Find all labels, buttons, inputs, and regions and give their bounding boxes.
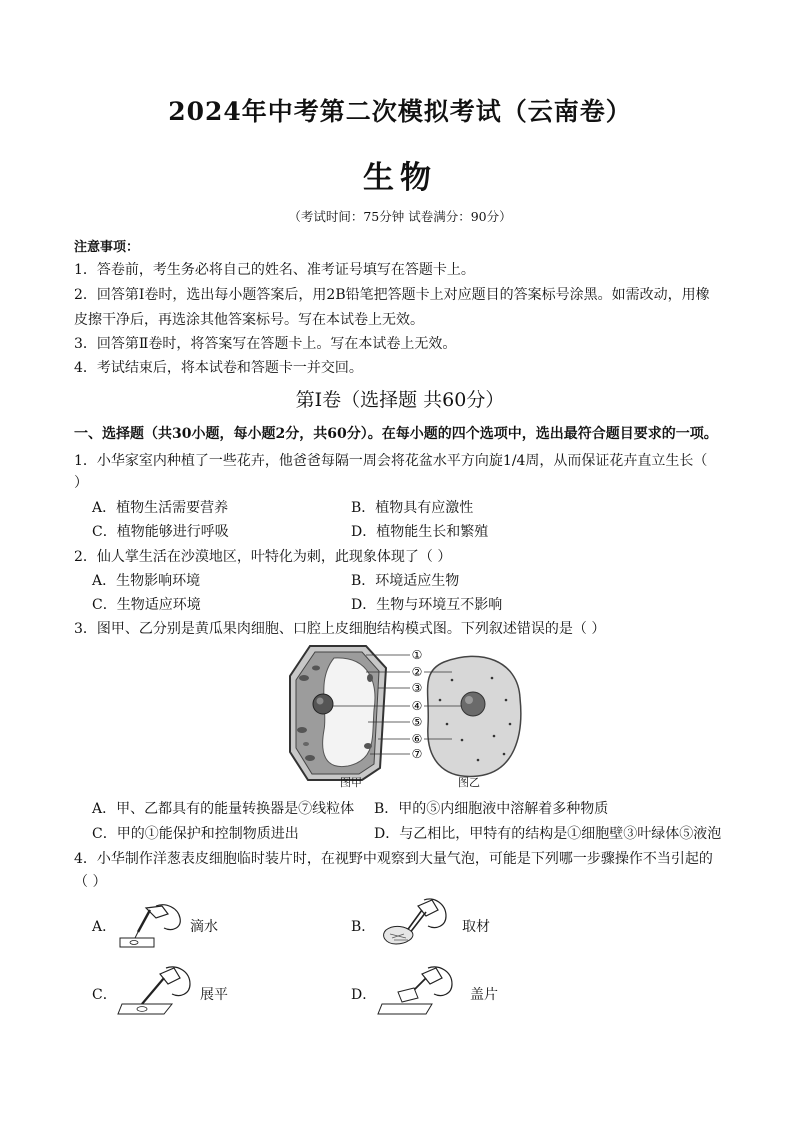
option-c-label[interactable]: 展平 xyxy=(200,987,228,1003)
note-item: 皮擦干净后，再选涂其他答案标号。写在本试卷上无效。 xyxy=(74,312,424,328)
cell-structure-figure xyxy=(282,640,532,788)
option-a-letter[interactable]: A． xyxy=(92,919,117,935)
label-5: ⑤ xyxy=(411,715,423,729)
section-title: 第Ⅰ卷（选择题 共60分） xyxy=(295,389,505,411)
figure-caption-jia: 图甲 xyxy=(340,776,362,789)
option-c[interactable]: C．生物适应环境 xyxy=(92,597,201,613)
option-a[interactable]: A．生物影响环境 xyxy=(92,573,201,589)
option-a[interactable]: A．植物生活需要营养 xyxy=(92,500,229,516)
option-c[interactable]: C．植物能够进行呼吸 xyxy=(92,524,229,540)
plant-cell-diagram xyxy=(290,646,386,780)
option-d-letter[interactable]: D． xyxy=(351,987,377,1003)
question-stem-cont: ） xyxy=(74,475,88,491)
option-b[interactable]: B．环境适应生物 xyxy=(351,573,460,589)
needle-hand-icon[interactable] xyxy=(116,960,200,1020)
option-c[interactable]: C．甲的①能保护和控制物质进出 xyxy=(92,826,299,842)
option-a[interactable]: A．甲、乙都具有的能量转换器是⑦线粒体 xyxy=(92,801,355,817)
option-a-label[interactable]: 滴水 xyxy=(190,919,218,935)
note-item: 2．回答第Ⅰ卷时，选出每小题答案后，用2B铅笔把答题卡上对应题目的答案标号涂黑。如需改动，用橡 xyxy=(74,287,710,303)
dropper-hand-icon[interactable] xyxy=(116,898,186,950)
label-6: ⑥ xyxy=(411,732,423,746)
note-item: 4．考试结束后，将本试卷和答题卡一并交回。 xyxy=(74,360,363,376)
note-item: 1．答卷前，考生务必将自己的姓名、准考证号填写在答题卡上。 xyxy=(74,262,475,278)
question-stem: 2．仙人掌生活在沙漠地区，叶特化为刺，此现象体现了（ ） xyxy=(74,549,452,565)
label-1: ① xyxy=(411,648,423,662)
label-7: ⑦ xyxy=(411,747,423,761)
label-4: ④ xyxy=(411,699,423,713)
option-d[interactable]: D．植物能生长和繁殖 xyxy=(351,524,489,540)
label-3: ③ xyxy=(411,681,423,695)
label-2: ② xyxy=(411,665,423,679)
part-heading: 一、选择题（共30小题，每小题2分，共60分）。在每小题的四个选项中，选出最符合题目要求的一项。 xyxy=(74,426,718,442)
question-stem: 3．图甲、乙分别是黄瓜果肉细胞、口腔上皮细胞结构模式图。下列叙述错误的是（ ） xyxy=(74,621,606,637)
option-b-letter[interactable]: B． xyxy=(351,919,376,935)
animal-cell-diagram xyxy=(428,656,521,776)
question-stem: 4．小华制作洋葱表皮细胞临时装片时，在视野中观察到大量气泡，可能是下列哪一步骤操作不当引起的 xyxy=(74,851,713,867)
option-b[interactable]: B．甲的⑤内细胞液中溶解着多种物质 xyxy=(374,801,609,817)
notes-heading: 注意事项： xyxy=(74,240,140,255)
figure-caption-yi: 图乙 xyxy=(458,776,480,789)
option-d[interactable]: D．生物与环境互不影响 xyxy=(351,597,503,613)
option-c-letter[interactable]: C． xyxy=(92,987,117,1003)
coverslip-hand-icon[interactable] xyxy=(376,962,462,1020)
option-b[interactable]: B．植物具有应激性 xyxy=(351,500,474,516)
note-item: 3．回答第Ⅱ卷时，将答案写在答题卡上。写在本试卷上无效。 xyxy=(74,336,457,352)
exam-title: 2024年中考第二次模拟考试（云南卷） xyxy=(168,97,632,126)
option-d[interactable]: D．与乙相比，甲特有的结构是①细胞壁③叶绿体⑤液泡 xyxy=(374,826,722,842)
exam-subject: 生物 xyxy=(363,160,437,196)
exam-meta: （考试时间：75分钟 试卷满分：90分） xyxy=(288,209,512,224)
tweezers-hand-icon[interactable] xyxy=(376,894,454,952)
option-b-label[interactable]: 取材 xyxy=(462,919,490,935)
option-d-label[interactable]: 盖片 xyxy=(470,987,498,1003)
question-stem-cont: （ ） xyxy=(74,874,107,890)
question-stem: 1．小华家室内种植了一些花卉，他爸爸每隔一周会将花盆水平方向旋1/4周，从而保证花卉直立生长（ xyxy=(74,453,708,469)
